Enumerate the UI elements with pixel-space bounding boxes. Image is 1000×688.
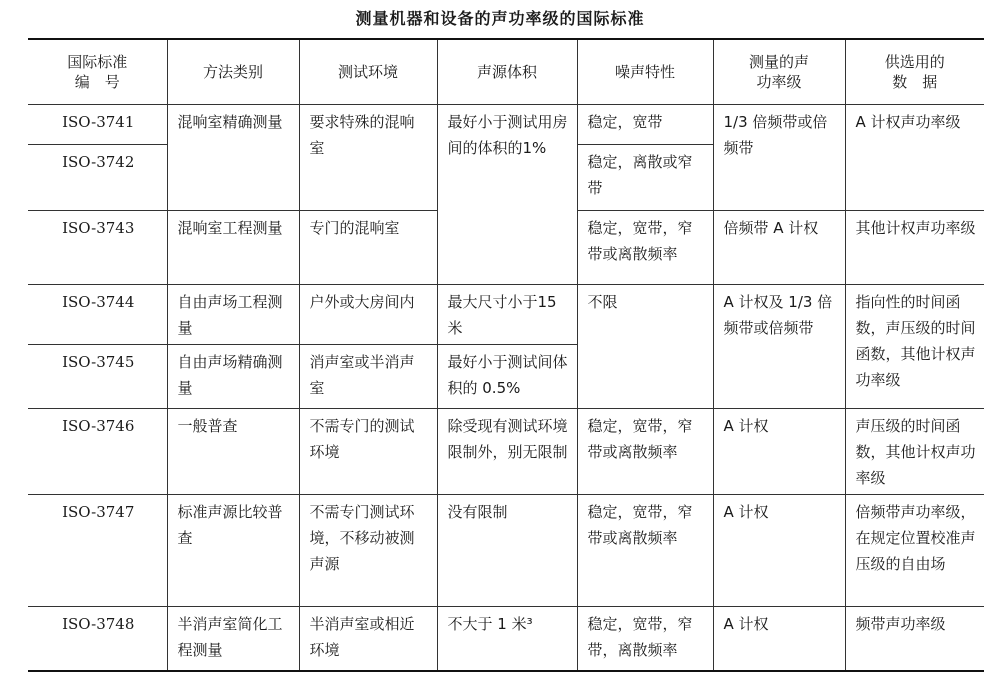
data-cell: 其他计权声功率级 bbox=[845, 211, 984, 285]
standard-code: ISO-3744 bbox=[28, 285, 167, 345]
data-cell: 声压级的时间函数，其他计权声功率级 bbox=[845, 409, 984, 495]
table-row bbox=[28, 409, 984, 495]
volume-cell: 最好小于测试用房间的体积的1% bbox=[437, 105, 577, 285]
noise-cell: 稳定，宽带，窄带，离散频率 bbox=[577, 607, 713, 671]
noise-cell: 稳定，离散或窄带 bbox=[577, 145, 713, 211]
noise-cell: 稳定，宽带，窄带或离散频率 bbox=[577, 409, 713, 495]
level-cell: 倍频带 A 计权 bbox=[713, 211, 845, 285]
data-cell: A 计权声功率级 bbox=[845, 105, 984, 211]
environment-cell: 不需专门的测试环境 bbox=[299, 409, 437, 495]
method-cell: 混响室工程测量 bbox=[167, 211, 299, 285]
level-cell: A 计权 bbox=[713, 495, 845, 607]
method-cell: 标准声源比较普查 bbox=[167, 495, 299, 607]
method-cell: 混响室精确测量 bbox=[167, 105, 299, 211]
level-cell: A 计权及 1/3 倍频带或倍频带 bbox=[713, 285, 845, 409]
noise-cell: 稳定，宽带，窄带或离散频率 bbox=[577, 495, 713, 607]
noise-cell: 稳定，宽带 bbox=[577, 105, 713, 145]
environment-cell: 不需专门测试环境，不移动被测声源 bbox=[299, 495, 437, 607]
header-power-level: 测量的声 功率级 bbox=[713, 39, 845, 105]
table-title: 测量机器和设备的声功率级的国际标准 bbox=[355, 9, 645, 28]
header-method: 方法类别 bbox=[167, 39, 299, 105]
volume-cell: 不大于 1 米³ bbox=[437, 607, 577, 671]
data-cell: 指向性的时间函数，声压级的时间函数，其他计权声功率级 bbox=[845, 285, 984, 409]
level-cell: 1/3 倍频带或倍频带 bbox=[713, 105, 845, 211]
standard-code: ISO-3745 bbox=[28, 345, 167, 409]
standard-code: ISO-3742 bbox=[28, 145, 167, 211]
noise-cell: 不限 bbox=[577, 285, 713, 409]
volume-cell: 除受现有测试环境限制外，别无限制 bbox=[437, 409, 577, 495]
volume-cell: 没有限制 bbox=[437, 495, 577, 607]
method-cell: 一般普查 bbox=[167, 409, 299, 495]
environment-cell: 半消声室或相近环境 bbox=[299, 607, 437, 671]
header-noise-character: 噪声特性 bbox=[577, 39, 713, 105]
noise-cell: 稳定，宽带，窄带或离散频率 bbox=[577, 211, 713, 285]
standard-code: ISO-3746 bbox=[28, 409, 167, 495]
table-row bbox=[28, 285, 984, 345]
standard-code: ISO-3747 bbox=[28, 495, 167, 607]
header-optional-data: 供选用的 数 据 bbox=[845, 39, 984, 105]
standard-code: ISO-3741 bbox=[28, 105, 167, 145]
volume-cell: 最好小于测试间体积的 0.5% bbox=[437, 345, 577, 409]
header-environment: 测试环境 bbox=[299, 39, 437, 105]
level-cell: A 计权 bbox=[713, 607, 845, 671]
standard-code: ISO-3743 bbox=[28, 211, 167, 285]
table-row bbox=[28, 495, 984, 607]
environment-cell: 户外或大房间内 bbox=[299, 285, 437, 345]
data-cell: 倍频带声功率级，在规定位置校准声压级的自由场 bbox=[845, 495, 984, 607]
header-source-volume: 声源体积 bbox=[437, 39, 577, 105]
header-standard-number: 国际标准 编 号 bbox=[28, 39, 167, 105]
level-cell: A 计权 bbox=[713, 409, 845, 495]
method-cell: 自由声场工程测量 bbox=[167, 285, 299, 345]
data-cell: 频带声功率级 bbox=[845, 607, 984, 671]
method-cell: 自由声场精确测量 bbox=[167, 345, 299, 409]
environment-cell: 专门的混响室 bbox=[299, 211, 437, 285]
table-row bbox=[28, 607, 984, 671]
iso-standards-table bbox=[28, 38, 984, 672]
environment-cell: 要求特殊的混响室 bbox=[299, 105, 437, 211]
header-row bbox=[28, 39, 984, 105]
volume-cell: 最大尺寸小于15米 bbox=[437, 285, 577, 345]
method-cell: 半消声室简化工程测量 bbox=[167, 607, 299, 671]
environment-cell: 消声室或半消声室 bbox=[299, 345, 437, 409]
standard-code: ISO-3748 bbox=[28, 607, 167, 671]
table-row bbox=[28, 105, 984, 145]
